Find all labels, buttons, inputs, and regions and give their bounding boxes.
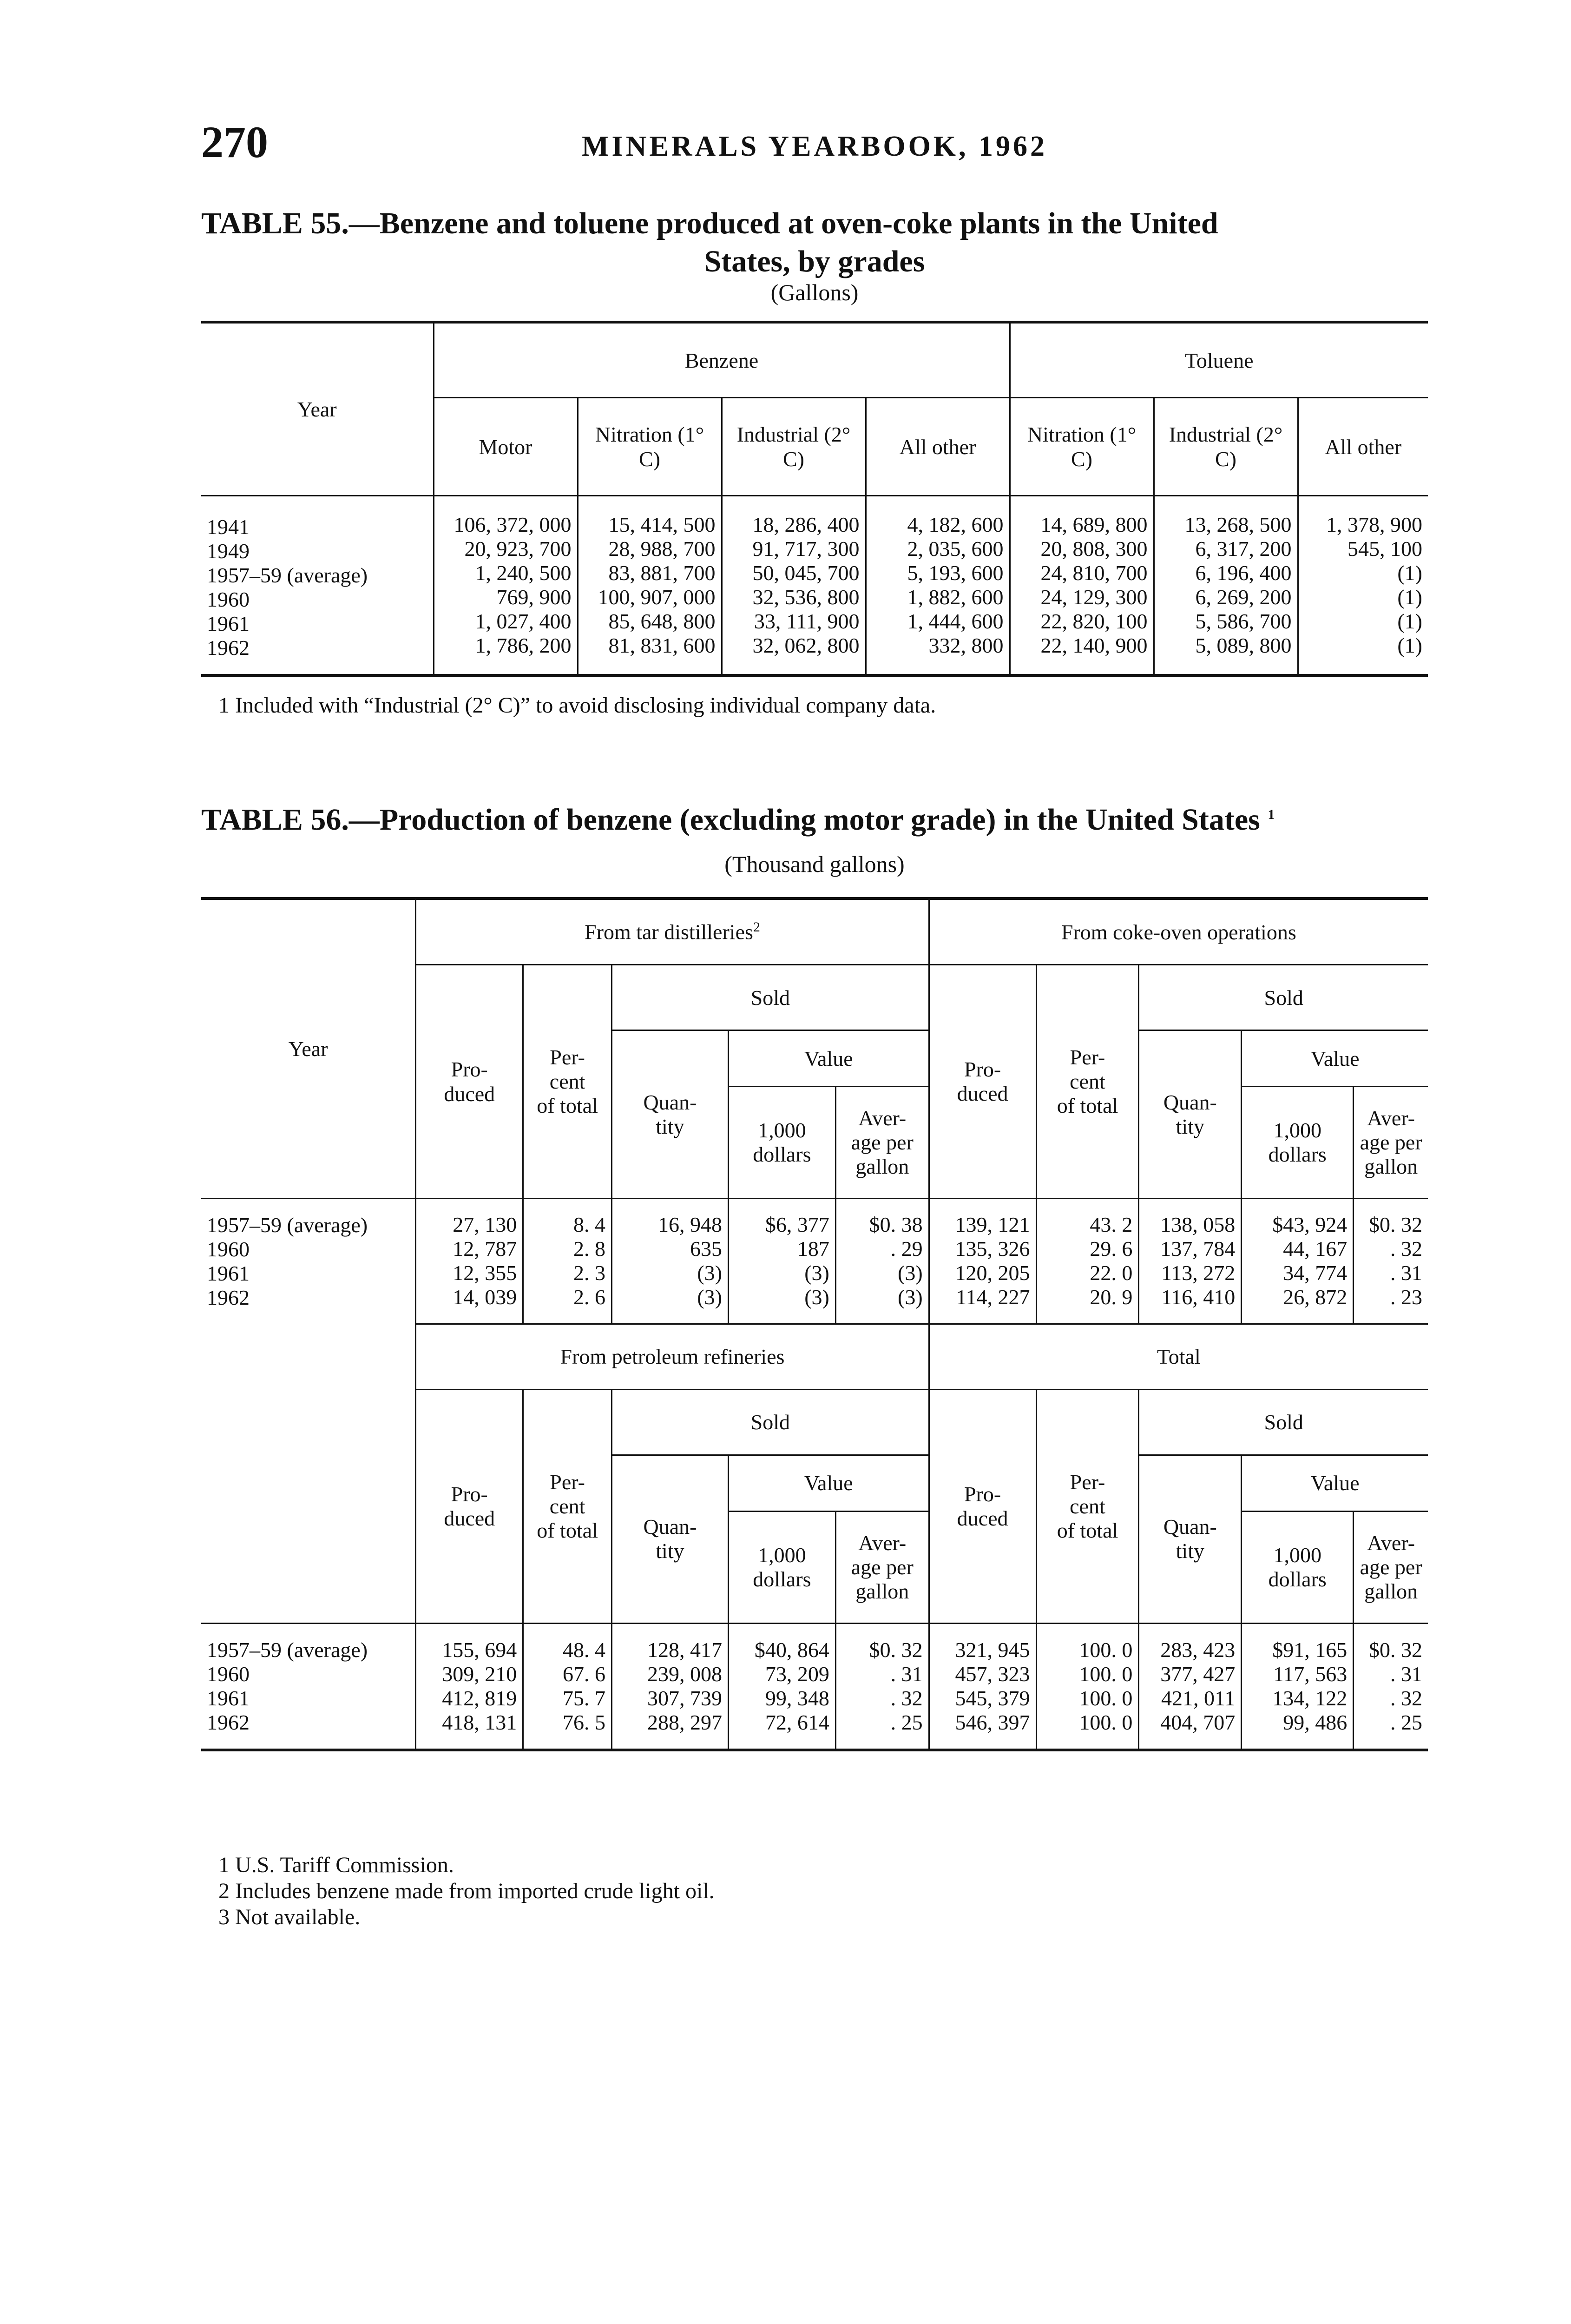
table56-tot-percent-cells: 100. 0 100. 0 100. 0 100. 0 [1036, 1623, 1139, 1750]
table56-pet-produced-header: Pro- duced [416, 1389, 523, 1623]
table56-total-header: Total [929, 1324, 1428, 1389]
table56-lower-year-spacer [201, 1324, 416, 1623]
table56-upper-year-cells: 1957–59 (average) 1960 1961 1962 [207, 1213, 368, 1309]
table56-tot-percent-header: Per- cent of total [1036, 1389, 1139, 1623]
table56-footnote-3: 3 Not available. [218, 1905, 361, 1929]
table56-coke-percent-cells: 43. 2 29. 6 22. 0 20. 9 [1036, 1199, 1139, 1324]
table56-tar-header [416, 898, 929, 965]
table56-tar-sold-header: Sold [611, 965, 929, 1030]
table55-title-line2: States, by grades [704, 244, 925, 278]
table56-coke-header: From coke-oven operations [929, 898, 1428, 965]
table56-footnote-2: 2 Includes benzene made from imported crude light oil. [218, 1879, 715, 1903]
table56-coke-quantity-header: Quan- tity [1139, 1030, 1242, 1199]
table56-tot-average-cells: $0. 32 . 31 . 32 . 25 [1354, 1623, 1428, 1750]
table56-tot-sold-header: Sold [1139, 1389, 1428, 1455]
table56-coke-produced-cells: 139, 121 135, 326 120, 205 114, 227 [929, 1199, 1036, 1324]
table56-tar-header-label: From tar distilleries [585, 920, 753, 944]
table55-benzene-header: Benzene [434, 322, 1010, 398]
table56-tar-dollars-header: 1,000 dollars [728, 1087, 835, 1199]
table56-tar-quantity-cells: 16, 948 635 (3) (3) [611, 1199, 728, 1324]
table55-toluene-other-cells: 1, 378, 900 545, 100 (1) (1) (1) (1) [1298, 496, 1428, 676]
table56-tar-produced-header: Pro- duced [416, 965, 523, 1199]
table56-year-header: Year [288, 1037, 328, 1061]
table55-title [201, 205, 1428, 281]
table55-title-line1: TABLE 55.—Benzene and toluene produced at oven-coke plants in the United [201, 206, 1218, 240]
table55-col-nitration: Nitration (1° C) [578, 398, 722, 496]
table56-footnote-1: 1 U.S. Tariff Commission. [218, 1853, 454, 1877]
table56-pet-percent-header: Per- cent of total [523, 1389, 612, 1623]
table56-petroleum-header: From petroleum refineries [416, 1324, 929, 1389]
running-head: MINERALS YEARBOOK, 1962 [581, 131, 1048, 162]
table55-col-motor: Motor [434, 398, 578, 496]
table56-coke-produced-header: Pro- duced [929, 965, 1036, 1199]
table56-pet-quantity-header: Quan- tity [611, 1455, 728, 1623]
table55-year-header: Year [297, 397, 337, 421]
table56-tot-produced-header: Pro- duced [929, 1389, 1036, 1623]
table56-pet-average-header: Aver- age per gallon [835, 1511, 929, 1623]
table56-coke-dollars-header: 1,000 dollars [1242, 1087, 1354, 1199]
table56-tot-average-header: Aver- age per gallon [1354, 1511, 1428, 1623]
table55-benzene-nitration-cells: 15, 414, 500 28, 988, 700 83, 881, 700 100, 907, 000 85, 648, 800 81, 831, 600 [578, 496, 722, 676]
table55-benzene-other-cells: 4, 182, 600 2, 035, 600 5, 193, 600 1, 882, 600 1, 444, 600 332, 800 [866, 496, 1010, 676]
table56-pet-percent-cells: 48. 4 67. 6 75. 7 76. 5 [523, 1623, 612, 1750]
table55-toluene-nitration-cells: 14, 689, 800 20, 808, 300 24, 810, 700 24, 129, 300 22, 820, 100 22, 140, 900 [1010, 496, 1154, 676]
table55-benzene-industrial-cells: 18, 286, 400 91, 717, 300 50, 045, 700 32, 536, 800 33, 111, 900 32, 062, 800 [722, 496, 866, 676]
table55-toluene-header: Toluene [1010, 322, 1428, 398]
table56-coke-average-header: Aver- age per gallon [1354, 1087, 1428, 1199]
table56-tot-quantity-cells: 283, 423 377, 427 421, 011 404, 707 [1139, 1623, 1242, 1750]
table55-unit: (Gallons) [770, 279, 859, 305]
table55 [201, 321, 1428, 677]
table56-tar-percent-cells: 8. 4 2. 8 2. 3 2. 6 [523, 1199, 612, 1324]
table56-coke-value-header: Value [1242, 1030, 1428, 1087]
table56-coke-sold-header: Sold [1139, 965, 1428, 1030]
table55-col-toluene-all-other: All other [1298, 398, 1428, 496]
table55-toluene-industrial-cells: 13, 268, 500 6, 317, 200 6, 196, 400 6, 269, 200 5, 586, 700 5, 089, 800 [1154, 496, 1298, 676]
table56-coke-quantity-cells: 138, 058 137, 784 113, 272 116, 410 [1139, 1199, 1242, 1324]
page-number: 270 [201, 117, 268, 167]
table56-tot-dollars-cells: $91, 165 117, 563 134, 122 99, 486 [1242, 1623, 1354, 1750]
table55-col-industrial: Industrial (2° C) [722, 398, 866, 496]
table56-coke-average-cells: $0. 32 . 32 . 31 . 23 [1354, 1199, 1428, 1324]
table56-tar-percent-header: Per- cent of total [523, 965, 612, 1199]
table56-tot-value-header: Value [1242, 1455, 1428, 1511]
table56-tar-value-header: Value [728, 1030, 929, 1087]
table56-pet-dollars-header: 1,000 dollars [728, 1511, 835, 1623]
table56-pet-produced-cells: 155, 694 309, 210 412, 819 418, 131 [416, 1623, 523, 1750]
table56-title [201, 796, 1428, 839]
table56-coke-percent-header: Per- cent of total [1036, 965, 1139, 1199]
table55-year-cells: 1941 1949 1957–59 (average) 1960 1961 1962 [207, 515, 368, 660]
table56 [201, 897, 1428, 1751]
table56-tar-produced-cells: 27, 130 12, 787 12, 355 14, 039 [416, 1199, 523, 1324]
table56-title-footnote-mark: 1 [1268, 807, 1275, 822]
table56-tot-dollars-header: 1,000 dollars [1242, 1511, 1354, 1623]
table55-col-toluene-nitration: Nitration (1° C) [1010, 398, 1154, 496]
table56-tot-quantity-header: Quan- tity [1139, 1455, 1242, 1623]
table56-tar-quantity-header: Quan- tity [611, 1030, 728, 1199]
table56-unit: (Thousand gallons) [724, 851, 905, 877]
table56-tar-average-header: Aver- age per gallon [835, 1087, 929, 1199]
table56-footnotes [218, 1852, 715, 1930]
table55-footnote: 1 Included with “Industrial (2° C)” to avoid disclosing individual company data. [218, 693, 936, 718]
table56-tar-footnote-mark: 2 [753, 919, 760, 935]
table56-tar-average-cells: $0. 38 . 29 (3) (3) [835, 1199, 929, 1324]
table55-benzene-motor-cells: 106, 372, 000 20, 923, 700 1, 240, 500 769, 900 1, 027, 400 1, 786, 200 [434, 496, 578, 676]
table55-col-all-other: All other [866, 398, 1010, 496]
table56-lower-year-cells: 1957–59 (average) 1960 1961 1962 [207, 1637, 368, 1734]
table56-pet-quantity-cells: 128, 417 239, 008 307, 739 288, 297 [611, 1623, 728, 1750]
table56-tar-dollars-cells: $6, 377 187 (3) (3) [728, 1199, 835, 1324]
table56-pet-dollars-cells: $40, 864 73, 209 99, 348 72, 614 [728, 1623, 835, 1750]
table56-coke-dollars-cells: $43, 924 44, 167 34, 774 26, 872 [1242, 1199, 1354, 1324]
table56-tot-produced-cells: 321, 945 457, 323 545, 379 546, 397 [929, 1623, 1036, 1750]
table56-pet-average-cells: $0. 32 . 31 . 32 . 25 [835, 1623, 929, 1750]
table56-pet-sold-header: Sold [611, 1389, 929, 1455]
table55-col-toluene-industrial: Industrial (2° C) [1154, 398, 1298, 496]
table56-title-text: TABLE 56.—Production of benzene (excluding motor grade) in the United States [201, 803, 1260, 837]
table56-pet-value-header: Value [728, 1455, 929, 1511]
page-header [201, 116, 1428, 167]
